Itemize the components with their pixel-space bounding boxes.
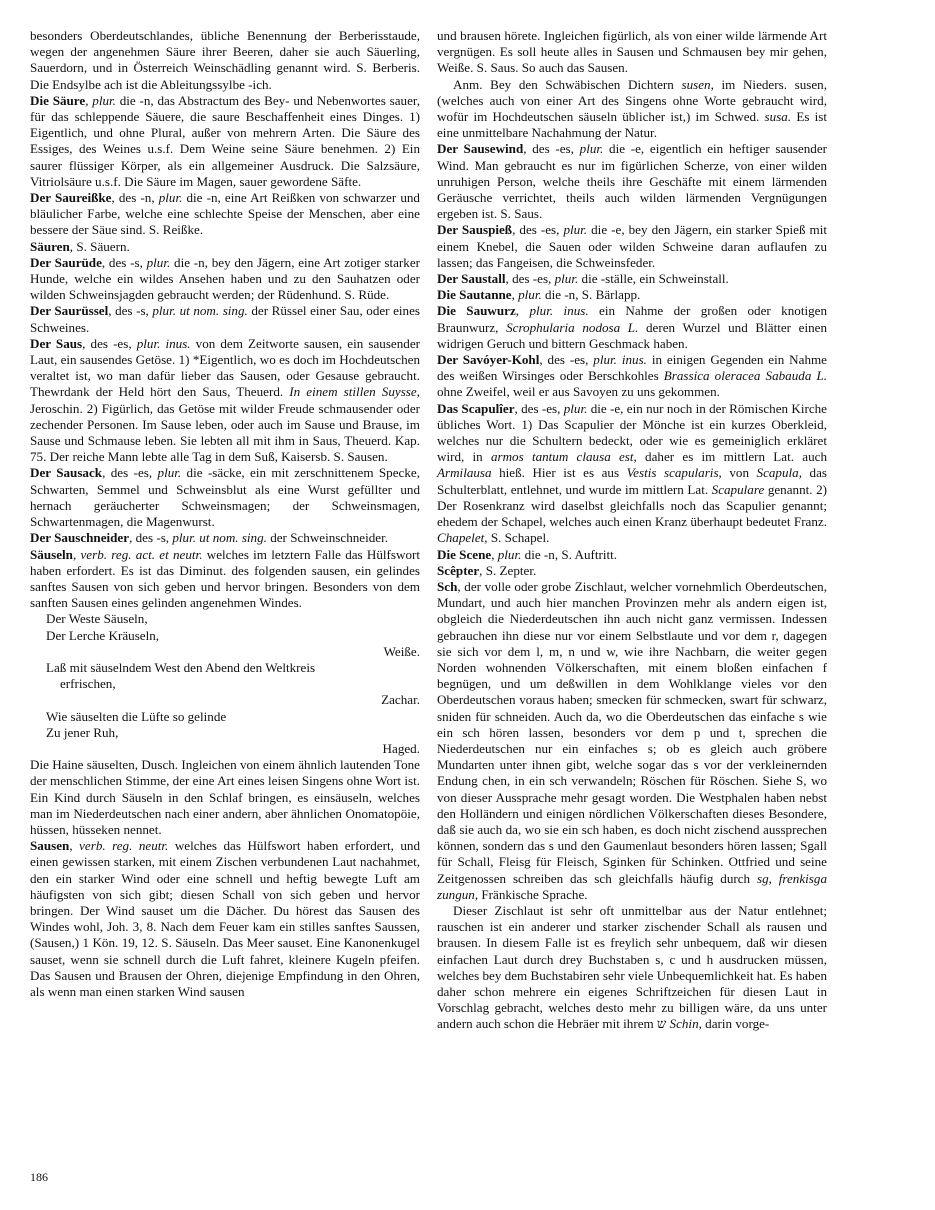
headword: Sausen	[30, 838, 70, 854]
entry-scapulier	[437, 401, 827, 547]
entry-saureisske	[30, 190, 420, 239]
entry-sautanne	[437, 287, 827, 303]
headword: Der Sauspieß	[437, 222, 513, 238]
grammar-note: plur.	[92, 92, 116, 108]
entry-text: die -e, ein nur noch in der Römischen Kirche übliches Wort. 1) Das Scapulier der Mönche ist ein kurzes Oberkleid, welches nur die Schultern bedeckt, oder wie es gemeiniglich erkläret wird, in	[437, 400, 827, 465]
entry-text: welches das Hülfswort haben erfordert, und einen gewissen starken, mit einem Zischen verbundenen Laut nachahmet, den ein starker Wind oder eine schnell und heftig bewegte Luft am häufigsten von sich gibt; diesen Schall von sich geben und hervor bringen. Der Wind sauset um die Dächer. Du hörest das Sausen des Windes wohl, Joh. 3, 8. Nach dem Feuer kam ein stilles sanftes Saussen, (Sausen,) 1 Kön. 19, 12. S. Säuseln. Das Meer sauset. Eine Kanonenkugel sauset, wenn sie schnell durch die Luft fahret, kleinere Kugeln pfeifen. Das Sausen und Brausen der Ohren, diejenige Empfindung in den Ohren, als wenn man einen starken Wind sausen	[30, 838, 420, 999]
entry-saurussel	[30, 303, 420, 335]
entry-text: , S. Säuern.	[69, 238, 130, 254]
entry-text: Dieser Zischlaut ist sehr oft unmittelbar aus der Natur entlehnet; rauschen ist ein anderer und starker zischender Schall als rausen und brausen. In diesem Falle ist es freylich sehr unbequem, daß wir diesen einfachen Laut durch drey Buchstaben s, c und h ausdrucken müssen, welches bey dem Buchstabiren sehr viele Unbequemlichkeit hat. Es haben daher schon mehrere ein eigenes Schriftzeichen für diesen Laut in Vorschlag gebracht, welches desto mehr zu billigen wäre, da uns unter andern auch schon die Hebräer mit ihrem ש	[437, 902, 827, 1032]
entry-text: , des -es,	[523, 141, 580, 157]
entry-text: die -n, eine Art Reißken von schwarzer und bläulicher Farbe, welche eine schlechte Speise der Menschen, aber eine bessere der Säue sind. S. Reißke.	[30, 190, 420, 238]
entry-sausen	[30, 838, 420, 1000]
entry-saeuren	[30, 239, 420, 255]
entry-text: die -n, S. Auftritt.	[521, 546, 618, 562]
entry-text: in einigen Gegenden ein Nahme des weißen Wirsinges oder Berschkohles	[437, 352, 827, 384]
entry-text: , S. Zepter.	[479, 562, 537, 578]
verse-line: Zu jener Ruh,	[46, 724, 119, 740]
headword: Der Saurüssel	[30, 303, 109, 319]
entry-text: ein Nahme der großen oder knotigen Braunwurz,	[437, 303, 827, 335]
entry-continuation: Die Haine säuselten, Dusch. Ingleichen von einem ähnlich lautenden Tone der menschlichen Stimme, der eine Art eines leisen Singens ohne Wort ist. Ein Kind durch Säuseln in den Schlaf bringen, es einsäuseln, welches man im Niederdeutschen nach einer andern, aber ähnlichen Onomatopöie, hüssen, hüsseken nennet.	[30, 757, 420, 837]
entry-text: Fränkische Sprache.	[478, 886, 588, 902]
grammar-note: verb. reg. act. et neutr.	[80, 546, 203, 562]
latin-name: Scrophularia nodosa L.	[506, 319, 639, 335]
headword: Das Scapulîer	[437, 400, 515, 416]
entry-text: , des -n,	[111, 190, 159, 206]
entry-text: , der volle oder grobe Zischlaut, welcher vornehmlich Oberdeutschen, Mundart, und auch hier manchen Provinzen mehr als andern eigen ist, obgleich die Niederdeutschen ihn auch nicht ganz vermissen. Indessen gebrauchen ihn diese nur vor einem Selbstlaute und vor dem r, dagegen sie sich vor dem l, m, n und w, wie ihre Nachbarn, die weiter gegen Norden wohnenden Völkerschaften, mit einem bloßen einfachen f begnügen, und um deßwillen in dem Wohlklange vieles vor den Oberdeutschen voraus haben; smecken für schmecken, swart für schwarz, sniden für schneiden. Auch da, wo die Oberdeutschen das einfache s wie ein sch hören lassen, besonders vor dem p und t, sprechen die Niederdeutschen nur ein einfaches s; ob es gleich auch gröbere Mundarten unter ihnen gibt, welche sogar das s vor der verkleinernden Endung chen, in ein sch verwandeln; Röschen für Röschen. Siehe S, wo von dieser Aussprache mehr gesagt worden. Die Westphalen haben nebst den Holländern und einigen nördlichen Völkerschaften dieses Besondere, daß sie auch da, wo sie ein sch haben, es doch nicht zischend aussprechen können, sondern das s und den Gaumenlaut besonders hören lassen; Sgall für Schall, Fleisg für Fleisch, Sginken für Schinken. Ottfried und seine Zeitgenossen schreiben das sch gleichfalls häufig durch	[437, 578, 827, 886]
entry-text: Anm. Bey den Schwäbischen Dichtern	[453, 76, 682, 92]
entry-text: Es ist eine unmittelbare Nachahmung der Natur.	[437, 109, 828, 141]
verse-line: Der Lerche Kräuseln,	[46, 627, 160, 643]
headword: Die Sauwurz	[437, 303, 516, 319]
quotation: armos tantum clausa est,	[490, 449, 637, 465]
entry-text: von dem Zeitworte sausen, ein sausender Laut, ein sausendes Getöse. 1) *Eigentlich, wo es doch im Hochdeutschen veraltet ist, wo man dafür lieber das Sausen, oder Gesause gebraucht. Thewrdank der Held hört den Saus, Theuerd.	[30, 335, 421, 400]
entry-text: die -n, das Abstractum des Bey- und Nebenwortes sauer, für das schleppende Säuere, die saure Beschaffenheit eines Dinges. 1) Eigentlich, und ohne Plural, außer von mehrern Arten. Die Säure des Essiges, des Weines u.s.f. Dem Weine seine Säure benehmen. 2) Ein saurer flüssiger Körper, als ein allgemeiner Ausdruck. Die Salzsäure, Vitriolsäure u.s.f. Die Säure im Magen, sauer gewordene Säfte.	[30, 92, 420, 189]
headword: Der Sauschneider	[30, 530, 130, 546]
quotation: susen,	[681, 76, 714, 92]
entry-saurude	[30, 255, 420, 304]
headword: Die Scene	[437, 546, 492, 562]
grammar-note: plur.	[158, 190, 183, 206]
quotation: In einem stillen Suysse,	[289, 384, 420, 400]
entry-text: das Schulterblatt, entlehnet, und wurde im mittlern Lat.	[437, 465, 827, 497]
entry-text: Jeroschin. 2) Figürlich, das Getöse mit wilder Freude schmausender oder zechender Personen. Im Sause leben, oder auch im Sause und Brause, im Sause und Schmause leben. Sie lebten all mit ihm in Saus, Theuerd. Kap. 75. Der reiche Mann lebte alle Tag in dem Suß, Kaisersb. S. Sausen.	[30, 400, 420, 465]
entry-text: die -e, bey den Jägern, ein starker Spieß mit einem Knebel, die Sauen oder wilden Schweine daran auflaufen zu lassen; das Fangeisen, die Schweinsfeder.	[437, 222, 827, 270]
headword: Die Säure	[30, 92, 86, 108]
quotation: Scapulare	[711, 481, 765, 497]
verse-line: Laß mit säuselndem West den Abend den Weltkreis	[46, 659, 316, 675]
entry-text: ,	[85, 92, 93, 108]
entry-text: welches im letztern Falle das Hülfswort haben erfordert. Es ist das Diminut. des folgenden sausen, ein gelindes sanftes Sausen von sich geben und hervor bringen. Besonders von dem sanften Sausen eines gelinden angenehmen Windes.	[30, 546, 421, 611]
entry-saustall	[437, 271, 827, 287]
entry-text: , des -es,	[539, 352, 594, 368]
entry-text: hieß. Hier ist es aus	[491, 465, 627, 481]
grammar-note: plur. inus.	[136, 335, 191, 351]
entry-sch	[437, 579, 827, 903]
headword: Der Sausack	[30, 465, 103, 481]
entry-continuation: und brausen hörete. Ingleichen figürlich, als von einer wilde lärmende Art vergnügen. Es soll heute alles in Sausen und Schmausen bey mir gehen, Weiße. S. Saus. So auch das Sausen.	[437, 28, 827, 76]
entry-text: die -ställe, ein Schweinstall.	[578, 271, 729, 287]
headword: Der Savóyer-Kohl	[437, 352, 540, 368]
entry-text: von	[721, 465, 757, 481]
grammar-note: plur. ut nom. sing.	[172, 530, 267, 546]
entry-text: ,	[69, 838, 80, 854]
left-column	[30, 28, 420, 1000]
right-column	[437, 28, 827, 1033]
entry-text: die -n, bey den Jägern, eine Art zotiger starker Hunde, welche ein wildes Ansehen haben und zu den Sauhatzen oder wilden Schweinsjagden gebraucht werden; der Rüdenhund. S. Rüde.	[30, 254, 420, 303]
quotation: Schin,	[669, 1016, 702, 1032]
entry-text: deren Wurzel und Blätter einen widrigen Geruch und bittern Geschmack haben.	[437, 319, 827, 351]
quotation: Scapula,	[756, 465, 802, 481]
entry-text: daher es im mittlern Lat. auch	[636, 449, 827, 465]
headword: Der Saus	[30, 335, 83, 351]
entry-text: die -e, eigentlich ein heftiger sausender Wind. Man gebraucht es nur im figürlichen Scherze, von einer wilden unruhigen Person, welche theils ihre Geschäfte mit einem lärmenden Geräusche verrichtet, theils auch wilden lärmenden Vergnügungen ergeben ist. S. Saus.	[437, 141, 828, 222]
entry-text: die -säcke, ein mit zerschnittenem Specke, Schwarten, Semmel und Schweinsblut als eine Wurst gefüllter und hernach geräucherter Schweinsmagen; der Schweinsmagen, Schwartenmagen, die Magenwurst.	[30, 465, 420, 530]
quotation: Vestis scapularis,	[626, 465, 722, 481]
verse-attribution: Haged.	[382, 740, 420, 756]
grammar-note: plur.	[146, 254, 171, 270]
entry-saeure	[30, 93, 420, 190]
headword: Säuseln	[30, 546, 73, 562]
grammar-note: plur. inus.	[593, 352, 647, 368]
entry-sauwurz	[437, 303, 827, 352]
headword: Der Saustall	[437, 271, 506, 287]
verse-line: Wie säuselten die Lüfte so gelinde	[46, 708, 227, 724]
headword: Der Saurüde	[30, 254, 102, 270]
entry-text: ,	[515, 303, 530, 319]
entry-sch-continued	[437, 903, 827, 1033]
annotation	[437, 77, 827, 142]
entry-scene	[437, 547, 827, 563]
entry-savoyer-kohl	[437, 352, 827, 401]
entry-text: , des -s,	[108, 303, 153, 319]
verse-quotes	[30, 611, 420, 757]
headword: Der Sausewind	[437, 141, 524, 157]
entry-text: , des -s,	[101, 254, 147, 270]
verse-attribution: Weiße.	[383, 643, 420, 659]
entry-sausewind	[437, 141, 827, 222]
grammar-note: plur.	[518, 287, 542, 303]
entry-text: , des -s,	[129, 530, 173, 546]
entry-sausack	[30, 465, 420, 530]
entry-text: der Schweinschneider.	[266, 530, 389, 546]
entry-continuation: besonders Oberdeutschlandes, übliche Benennung der Berberisstaude, wegen der angenehmen Säure ihrer Beeren, daher sie auch Säuerling, Sauerdorn, und in Österreich Weinschädling genannt wird. S. Berberis. Die Endsylbe ach ist die Ableitungssylbe -ich.	[30, 28, 420, 92]
entry-text: ,	[491, 546, 498, 562]
entry-text: , des -es,	[512, 222, 564, 238]
grammar-note: verb. reg. neutr.	[79, 838, 169, 854]
verse-line: erfrischen,	[60, 676, 116, 692]
entry-text: ,	[511, 287, 519, 303]
latin-name: Brassica oleracea Sabauda L.	[663, 368, 827, 384]
grammar-note: plur.	[554, 271, 579, 287]
entry-text: genannt. 2) Der Rosenkranz wird daselbst gleichfalls noch das Scapulier genannt; ehedem der Schapel, welches auch einen Kranz überhaupt bedeutet Franz.	[437, 481, 827, 530]
headword: Sch	[437, 578, 458, 594]
entry-scepter	[437, 563, 827, 579]
entry-saeuseln	[30, 547, 420, 612]
grammar-note: plur.	[563, 222, 588, 238]
entry-text: , des -es,	[102, 465, 158, 481]
headword: Die Sautanne	[437, 287, 512, 303]
grammar-note: plur. ut nom. sing.	[152, 303, 248, 319]
verse-line: Der Weste Säuseln,	[46, 611, 148, 627]
grammar-note: plur.	[497, 546, 522, 562]
entry-text: der Rüssel einer Sau, oder eines Schweines.	[30, 303, 421, 335]
entry-text: S. Schapel.	[487, 530, 550, 546]
verse-attribution: Zachar.	[381, 692, 420, 708]
grammar-note: plur. inus.	[529, 303, 589, 319]
quotation: susa.	[764, 109, 792, 125]
entry-sauschneider	[30, 530, 420, 546]
entry-sauspiess	[437, 222, 827, 271]
grammar-note: plur.	[563, 400, 588, 416]
entry-text: , des -es,	[505, 271, 555, 287]
quotation: Chapelet,	[437, 530, 488, 546]
grammar-note: plur.	[579, 141, 604, 157]
page-number: 186	[30, 1170, 48, 1184]
quotation: sg, frenkisga zungun,	[437, 870, 827, 902]
grammar-note: plur.	[157, 465, 182, 481]
entry-text: im Nieders. susen, (welches auch von einer Art des Singens ohne Worte gebraucht wird, wofür im Hochdeutschen säuseln üblicher ist,) im Schwed.	[437, 76, 827, 125]
headword: Säuren	[30, 238, 70, 254]
entry-text: , des -es,	[82, 335, 137, 351]
entry-text: darin vorge-	[701, 1016, 770, 1032]
headword: Scêpter	[437, 562, 480, 578]
entry-text: ,	[72, 546, 81, 562]
entry-saus	[30, 336, 420, 466]
entry-text: ohne Zweifel, weil er aus Savoyen zu uns gekommen.	[437, 384, 720, 400]
headword: Der Saureißke	[30, 190, 112, 206]
entry-text: , des -es,	[514, 400, 564, 416]
entry-text: die -n, S. Bärlapp.	[541, 287, 641, 303]
quotation: Armilausa	[437, 465, 492, 481]
